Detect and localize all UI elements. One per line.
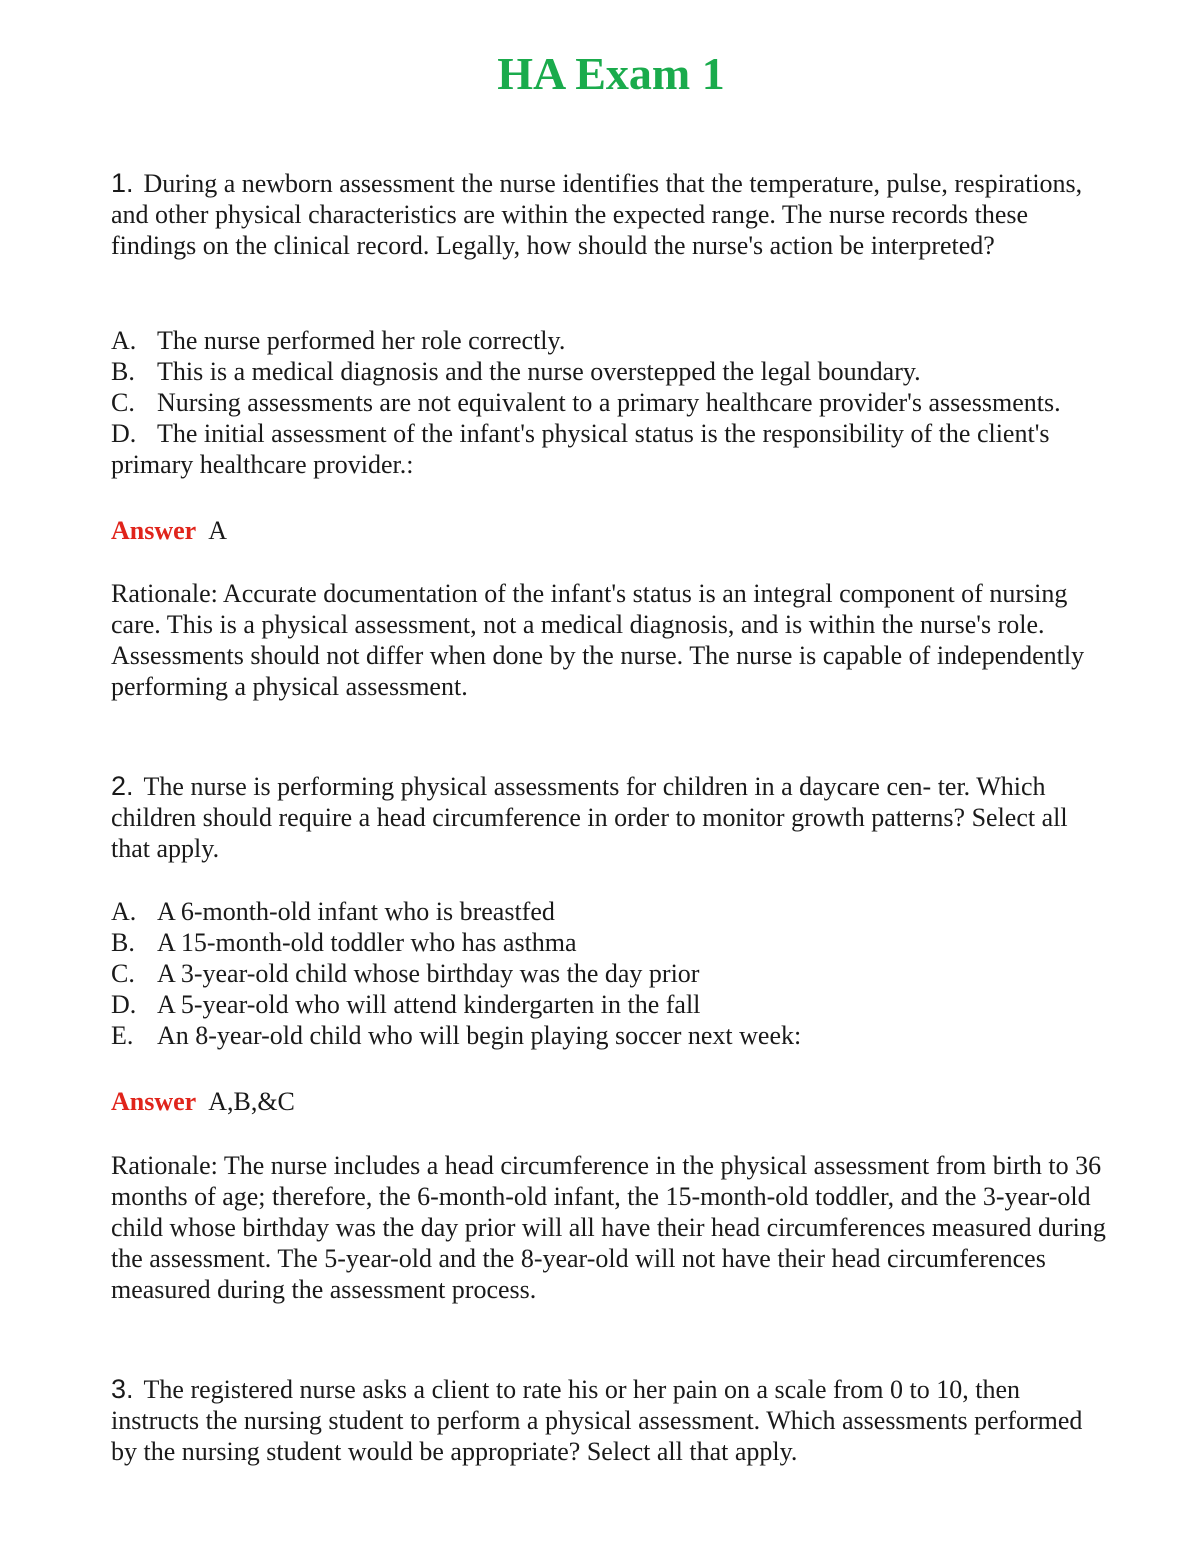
rationale: Rationale: The nurse includes a head circumference in the physical assessment from birth to 36 months of age; therefore, the 6-month-old infant, the 15-month-old toddler, and the 3-year-old child whose birthday was the day prior will all have their head circumferences measured during the assessment. The 5-year-old and the 8-year-old will not have their head circumferences measured during the assessment process. (111, 1151, 1106, 1304)
rationale: Rationale: Accurate documentation of the infant's status is an integral component of nursing care. This is a physical assessment, not a medical diagnosis, and is within the nurse's role. Assessments should not differ when done by the nurse. The nurse is capable of independently performing a physical assessment. (111, 579, 1085, 701)
answer-line (111, 515, 1111, 546)
page-title: HA Exam 1 (497, 48, 725, 99)
answer-label: Answer (111, 516, 197, 545)
option: A. The nurse performed her role correctly. (111, 326, 566, 355)
question-number: 1. (111, 168, 134, 198)
question-text: 2. The nurse is performing physical assessments for children in a daycare cen- ter. Which children should require a head circumference in order to monitor growth patterns? Select all that apply. (111, 771, 1068, 863)
question-number: 2. (111, 771, 134, 801)
option: B. This is a medical diagnosis and the nurse overstepped the legal boundary. (111, 357, 921, 386)
question-2 (111, 771, 1111, 864)
question-1 (111, 168, 1111, 261)
answer-value: A (208, 516, 227, 545)
answer-label: Answer (111, 1087, 197, 1116)
option: B. A 15-month-old toddler who has asthma (111, 928, 577, 957)
question-3 (111, 1374, 1111, 1467)
answer-value: A,B,&C (208, 1087, 295, 1116)
option: D. A 5-year-old who will attend kindergarten in the fall (111, 990, 701, 1019)
option: A. A 6-month-old infant who is breastfed (111, 897, 555, 926)
option: E. An 8-year-old child who will begin playing soccer next week: (111, 1021, 802, 1050)
option: D. The initial assessment of the infant's physical status is the responsibility of the client's primary healthcare provider.: (111, 419, 1050, 479)
option: C. Nursing assessments are not equivalent to a primary healthcare provider's assessments. (111, 388, 1061, 417)
options-list (111, 325, 1111, 480)
question-number: 3. (111, 1374, 134, 1404)
option: C. A 3-year-old child whose birthday was the day prior (111, 959, 700, 988)
question-text: 1. During a newborn assessment the nurse identifies that the temperature, pulse, respirations, and other physical characteristics are within the expected range. The nurse records these findings on the clinical record. Legally, how should the nurse's action be interpreted? (111, 168, 1083, 260)
options-list (111, 896, 1111, 1051)
question-text: 3. The registered nurse asks a client to rate his or her pain on a scale from 0 to 10, then instructs the nursing student to perform a physical assessment. Which assessments performed by the nursing student would be appropriate? Select all that apply. (111, 1374, 1083, 1466)
answer-line (111, 1086, 1111, 1117)
